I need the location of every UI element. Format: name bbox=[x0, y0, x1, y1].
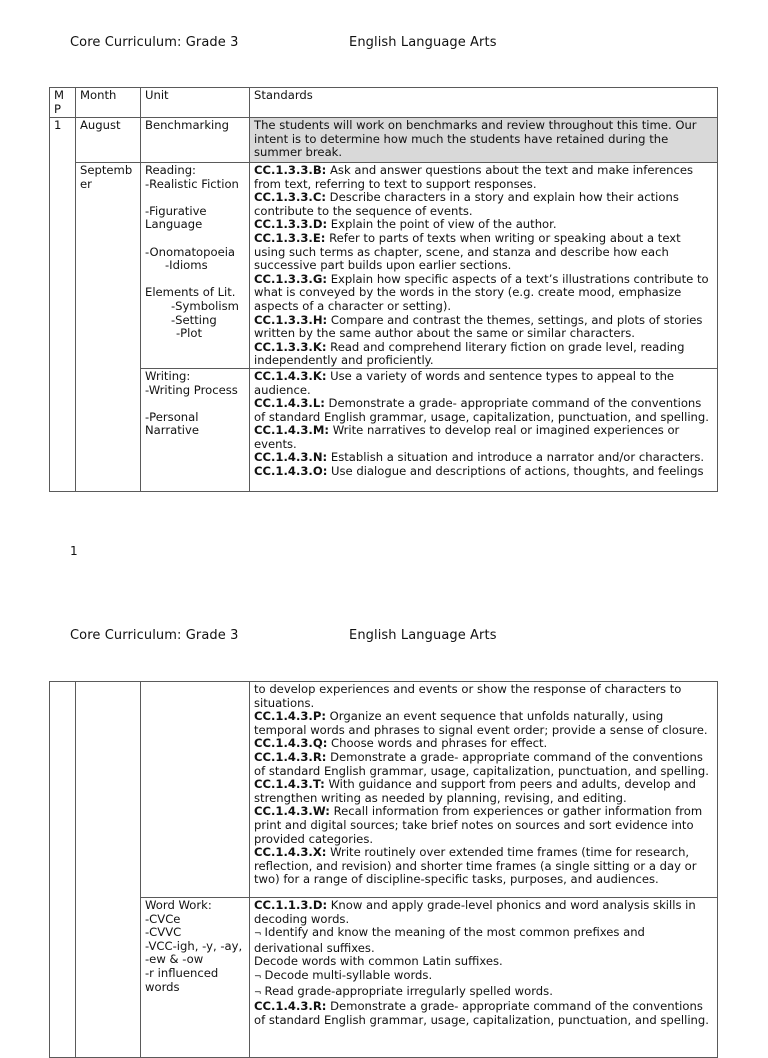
standard-item: CC.1.4.3.T: With guidance and support from peers and adults, develop and strengthen writing as needed by planning, revising, and editing. bbox=[254, 777, 697, 805]
standard-item: CC.1.4.3.N: Establish a situation and introduce a narrator and/or characters. bbox=[254, 450, 705, 465]
sub-item: ¬ Identify and know the meaning of the most common prefixes and derivational suffixes. bbox=[254, 925, 645, 955]
standard-item: CC.1.4.3.W: Recall information from experiences or gather information from print and digital sources; take brief notes on sources and sort evidence into provided categories. bbox=[254, 804, 703, 846]
table-row-august bbox=[50, 118, 718, 163]
month-cell-september: September bbox=[76, 163, 141, 492]
table-row-september-reading bbox=[50, 163, 718, 369]
standard-item: CC.1.4.3.Q: Choose words and phrases for effect. bbox=[254, 736, 548, 751]
unit-cell-writing: Writing: -Writing Process -Personal Narrative bbox=[141, 368, 250, 491]
standard-item: CC.1.4.3.K: Use a variety of words and sentence types to appeal to the audience. bbox=[254, 368, 675, 397]
col-header-mp: M P bbox=[50, 88, 76, 118]
bullet-icon: ¬ bbox=[254, 971, 262, 982]
page2-header-right: English Language Arts bbox=[349, 628, 497, 643]
col-header-unit: Unit bbox=[141, 88, 250, 118]
unit-cell-reading: Reading: -Realistic Fiction -Figurative Language -Onomatopoeia -Idioms Elements of Lit. -Symbolism -Setting -Plot bbox=[141, 163, 250, 369]
sub-item: Decode words with common Latin suffixes. bbox=[254, 954, 503, 969]
unit-cell-writing-continued bbox=[141, 682, 250, 898]
curriculum-table-page2 bbox=[49, 681, 718, 1058]
standard-item: CC.1.4.3.P: Organize an event sequence that unfolds naturally, using temporal words and phrases to signal event order; provide a sense of closure. bbox=[254, 709, 708, 737]
page2-header-left: Core Curriculum: Grade 3 bbox=[70, 628, 239, 643]
standard-item: CC.1.4.3.M: Write narratives to develop real or imagined experiences or events. bbox=[254, 423, 680, 451]
unit-cell-benchmarking: Benchmarking bbox=[141, 118, 250, 163]
standards-cell-word-work bbox=[250, 898, 718, 1058]
table-row-writing-continued bbox=[50, 682, 718, 898]
standard-item: CC.1.4.3.R: Demonstrate a grade- appropriate command of the conventions of standard English grammar, usage, capitalization, punctuation, and spelling. bbox=[254, 749, 709, 778]
bullet-icon: ¬ bbox=[254, 929, 262, 940]
col-header-month: Month bbox=[76, 88, 141, 118]
standard-item: CC.1.3.3.D: Explain the point of view of the author. bbox=[254, 217, 557, 232]
standard-item: CC.1.3.3.E: Refer to parts of texts when writing or speaking about a text using such terms as chapter, scene, and stanza and describe how each successive part builds upon earlier sections. bbox=[254, 230, 681, 273]
mp-cell: 1 bbox=[50, 118, 76, 492]
month-cell-continued bbox=[76, 682, 141, 1058]
mp-cell-continued bbox=[50, 682, 76, 1058]
col-header-standards: Standards bbox=[250, 88, 718, 118]
standard-item: CC.1.3.3.B: Ask and answer questions about the text and make inferences from text, referring to text to support responses. bbox=[254, 163, 693, 191]
bullet-icon: ¬ bbox=[254, 987, 262, 998]
standard-item: CC.1.4.3.L: Demonstrate a grade- appropriate command of the conventions of standard English grammar, usage, capitalization, punctuation, and spelling. bbox=[254, 396, 709, 424]
standards-cell-august: The students will work on benchmarks and review throughout this time. Our intent is to determine how much the students have retained during the summer break. bbox=[250, 118, 718, 163]
standard-item: CC.1.4.3.R: Demonstrate a grade- appropriate command of the conventions of standard English grammar, usage, capitalization, punctuation, and spelling. bbox=[254, 999, 709, 1027]
table-row-september-writing bbox=[50, 368, 718, 491]
sub-item: ¬ Decode multi-syllable words. bbox=[254, 967, 433, 982]
standards-cell-reading bbox=[250, 163, 718, 369]
table-row-word-work bbox=[50, 898, 718, 1058]
standard-item: CC.1.3.3.C: Describe characters in a story and explain how their actions contribute to the sequence of events. bbox=[254, 190, 679, 218]
standard-item-continued: to develop experiences and events or show the response of characters to situations. bbox=[254, 682, 682, 710]
standard-item: CC.1.3.3.G: Explain how specific aspects of a text’s illustrations contribute to what is conveyed by the words in the story (e.g. create mood, emphasize aspects of a character or setting). bbox=[254, 271, 709, 313]
unit-cell-word-work: Word Work: -CVCe -CVVC -VCC-igh, -y, -ay, -ew & -ow -r influenced words bbox=[141, 898, 250, 1058]
curriculum-table-page1 bbox=[49, 87, 718, 492]
standard-item: CC.1.3.3.H: Compare and contrast the themes, settings, and plots of stories written by the same author about the same or similar characters. bbox=[254, 312, 703, 341]
page1-header-right: English Language Arts bbox=[349, 35, 497, 50]
standard-item: CC.1.3.3.K: Read and comprehend literary fiction on grade level, reading independently and proficiently. bbox=[254, 339, 685, 368]
month-cell-august: August bbox=[76, 118, 141, 163]
standards-cell-writing-continued bbox=[250, 682, 718, 898]
standard-item: CC.1.1.3.D: Know and apply grade-level phonics and word analysis skills in decoding words. bbox=[254, 898, 696, 926]
sub-item: ¬ Read grade-appropriate irregularly spelled words. bbox=[254, 983, 553, 998]
standard-item: CC.1.4.3.X: Write routinely over extended time frames (time for research, reflection, and revision) and shorter time frames (a single sitting or a day or two) for a range of discipline-specific tasks, purposes, and audiences. bbox=[254, 845, 697, 887]
standard-item: CC.1.4.3.O: Use dialogue and descriptions of actions, thoughts, and feelings bbox=[254, 464, 704, 479]
standards-cell-writing bbox=[250, 368, 718, 491]
page1-header-left: Core Curriculum: Grade 3 bbox=[70, 35, 239, 50]
page-number: 1 bbox=[70, 544, 78, 558]
table-header-row bbox=[50, 88, 718, 118]
